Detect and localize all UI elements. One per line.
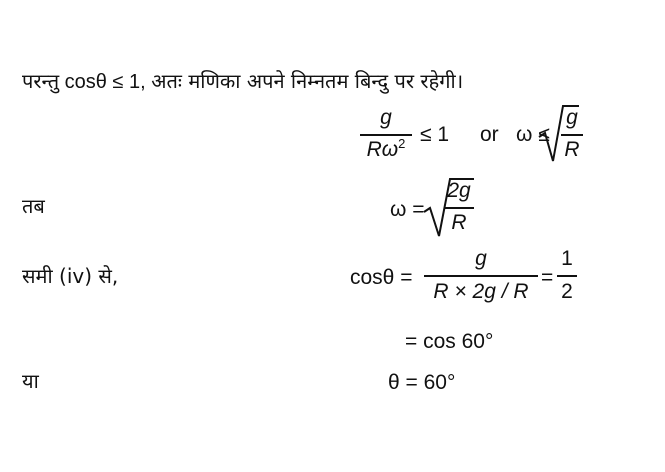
sqrt-numerator: g bbox=[566, 106, 578, 129]
fraction-numerator: g bbox=[380, 106, 392, 129]
intro-prefix: परन्तु bbox=[22, 69, 60, 93]
omega-le: ω ≤ bbox=[516, 123, 550, 146]
fraction-denominator bbox=[360, 136, 412, 161]
tab-label: तब bbox=[22, 194, 45, 218]
fraction-denominator: 2 bbox=[561, 280, 573, 303]
theta-equals-60: θ = 60° bbox=[388, 371, 456, 394]
sqrt-denominator: R bbox=[451, 211, 467, 234]
fraction-denominator: R × 2g / R bbox=[433, 280, 529, 303]
or-word: or bbox=[480, 123, 499, 146]
fraction-bar bbox=[424, 275, 538, 277]
equation-iv-label: समी (iv) से, bbox=[22, 264, 119, 288]
fraction-bar bbox=[557, 275, 577, 277]
sqrt-denominator: R bbox=[564, 138, 580, 161]
sqrt-fraction-bar bbox=[561, 134, 583, 136]
den-exponent: 2 bbox=[398, 136, 406, 151]
ya-label: या bbox=[22, 369, 39, 393]
intro-math: cosθ ≤ 1, bbox=[64, 71, 146, 93]
sqrt-fraction-bar bbox=[444, 207, 474, 209]
le-one: ≤ 1 bbox=[420, 123, 450, 146]
sqrt-2g-over-r bbox=[444, 178, 474, 238]
sqrt-g-over-r bbox=[561, 105, 583, 165]
equals-sign: = bbox=[541, 266, 554, 289]
fraction-numerator: 1 bbox=[561, 247, 573, 270]
one-half-fraction bbox=[557, 246, 577, 308]
g-over-romega2-fraction bbox=[360, 105, 412, 165]
sqrt-numerator: 2g bbox=[447, 179, 471, 202]
cos-60-line: = cos 60° bbox=[405, 330, 494, 353]
omega-equals: ω = bbox=[390, 198, 425, 221]
fraction-numerator: g bbox=[475, 247, 487, 270]
cos-theta-equals: cosθ = bbox=[350, 266, 413, 289]
intro-suffix: अतः मणिका अपने निम्नतम बिन्दु पर रहेगी। bbox=[151, 69, 464, 93]
intro-line bbox=[22, 71, 463, 92]
den-base: Rω bbox=[366, 138, 399, 161]
g-over-r-2g-r-fraction bbox=[424, 246, 538, 308]
